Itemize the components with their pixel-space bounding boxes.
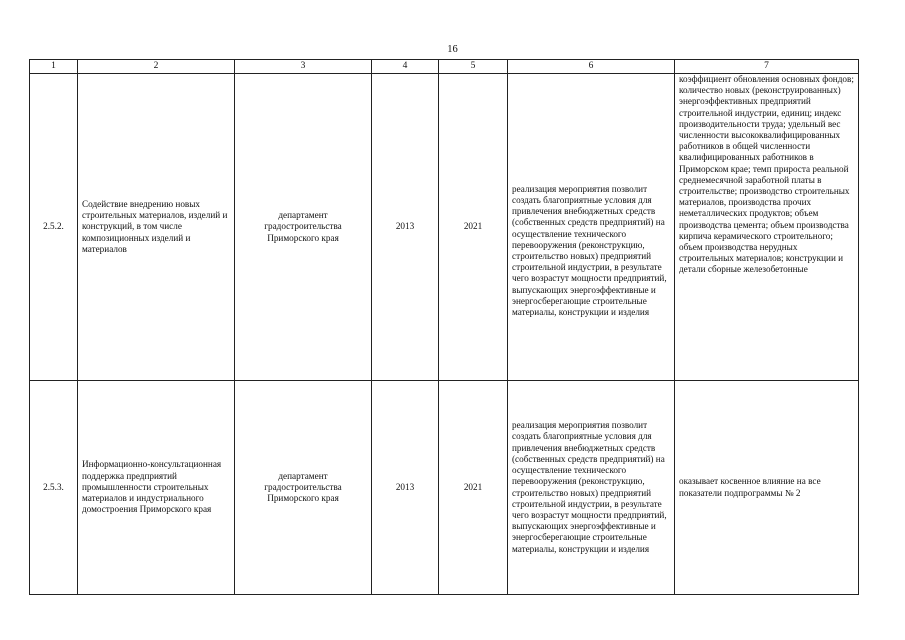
- indicators: коэффициент обновления основных фондов; количество новых (реконструированных) энергоэффективных предприятий строительной индустрии, единиц; индекс производительности труда; удельный вес численности высококвалифицированных работников в общей численности квалифицированных работников в Приморском крае; темп прироста реальной среднемесячной заработной платы в строительстве; производство строительных материалов, производства прочих неметаллических продуктов; объем производства цемента; объем производства кирпича керамического строительного; объем производства нерудных строительных материалов; конструкции и детали сборные железобетонные: [675, 74, 859, 381]
- expected-result: реализация мероприятия позволит создать благоприятные условия для привлечения внебюджетных средств (собственных средств предприятий) на осуществление технического перевооружения (реконструкцию, строительство новых) предприятий строительной индустрии, в результате чего возрастут мощности предприятий, выпускающих энергоэффективные и энергосберегающие строительные материалы, конструкции и изделия: [512, 183, 667, 318]
- program-table: [29, 59, 859, 595]
- indicators: оказывает косвенное влияние на все показатели подпрограммы № 2: [675, 381, 859, 595]
- page-number: 16: [447, 44, 458, 55]
- row-number: 2.5.3.: [30, 381, 78, 595]
- executor: департамент градостроительства Приморского края: [235, 381, 372, 595]
- start-year: 2013: [372, 74, 439, 381]
- header-cell-7: 7: [675, 60, 859, 74]
- table-row: [30, 74, 859, 381]
- header-row: [30, 60, 859, 74]
- table-row: [30, 381, 859, 595]
- header-cell-4: 4: [372, 60, 439, 74]
- header-cell-2: 2: [78, 60, 235, 74]
- header-cell-3: 3: [235, 60, 372, 74]
- measure-name: Информационно-консультационная поддержка предприятий промышленности строительных материалов и индустриального домостроения Приморского края: [78, 381, 235, 595]
- header-cell-1: 1: [30, 60, 78, 74]
- expected-result-cell: [508, 74, 675, 381]
- row-number: 2.5.2.: [30, 74, 78, 381]
- header-cell-6: 6: [508, 60, 675, 74]
- measure-name: Содействие внедрению новых строительных материалов, изделий и конструкций, в том числе композиционных изделий и материалов: [78, 74, 235, 381]
- end-year: 2021: [439, 74, 508, 381]
- executor: департамент градостроительства Приморского края: [235, 74, 372, 381]
- header-cell-5: 5: [439, 60, 508, 74]
- start-year: 2013: [372, 381, 439, 595]
- end-year: 2021: [439, 381, 508, 595]
- expected-result-cell: [508, 381, 675, 595]
- expected-result: реализация мероприятия позволит создать благоприятные условия для привлечения внебюджетных средств (собственных средств предприятий) на осуществление технического перевооружения (реконструкцию, строительство новых) предприятий строительной индустрии, в результате чего возрастут мощности предприятий, выпускающих энергоэффективные и энергосберегающие строительные материалы, конструкции и изделия: [512, 420, 667, 554]
